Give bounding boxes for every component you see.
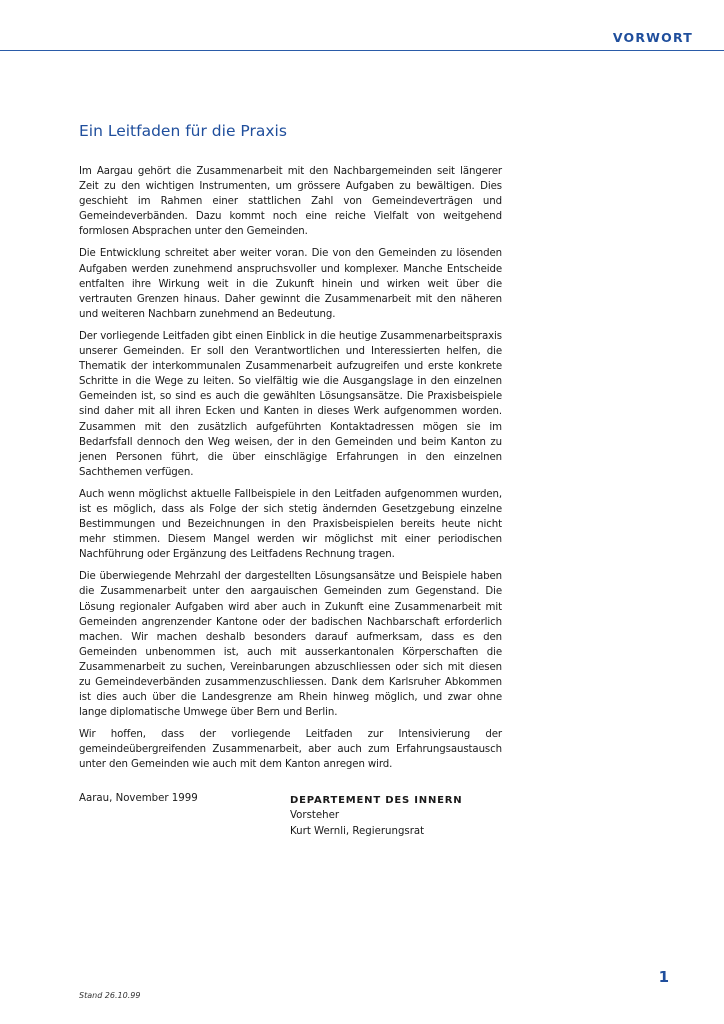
paragraph: Im Aargau gehört die Zusammenarbeit mit den Nachbargemeinden seit längerer Zeit zu den wichtigen Instrumenten, um grössere Aufgaben zu bewältigen. Dies geschieht im Rahmen einer stattlichen Zahl von Gemeindeverträgen und Gemeindeverbänden. Dazu kommt noch eine reiche Vielfalt von weitgehend formlosen Absprachen unter den Gemeinden.: [79, 166, 502, 238]
body-text: [79, 164, 502, 780]
footer-stand-date: Stand 26.10.99: [79, 991, 141, 1000]
paragraph: Der vorliegende Leitfaden gibt einen Einblick in die heutige Zusammenarbeitspraxis unserer Gemeinden. Er soll den Verantwortlichen und Interessierten helfen, die Thematik der interkommunalen Zusammenarbeit aufzugreifen und erste konkrete Schritte in die Wege zu leiten. So vielfältig wie die Ausgangslage in den einzelnen Gemeinden ist, so sind es auch die gewählten Lösungsansätze. Die Praxisbeispiele sind daher mit all ihren Ecken und Kanten in dieses Werk aufgenommen worden. Zusammen mit den zusätzlich aufgeführten Kontaktadressen mögen sie im Bedarfsfall dennoch den Weg weisen, der in den Gemeinden und beim Kanton zu jenen Personen führt, die über einschlägige Erfahrungen in den einzelnen Sachthemen verfügen.: [79, 330, 502, 478]
department-name: DEPARTEMENT DES INNERN: [290, 795, 463, 806]
place-date: Aarau, November 1999: [79, 793, 198, 804]
paragraph: Auch wenn möglichst aktuelle Fallbeispiele in den Leitfaden aufgenommen wurden, ist es möglich, dass als Folge der sich stetig ändernden Gesetzgebung einzelne Bestimmungen und Bezeichnungen in den Praxisbeispielen bereits heute nicht mehr stimmen. Diesem Mangel werden wir möglichst mit einer periodischen Nachführung oder Ergänzung des Leitfadens Rechnung tragen.: [79, 488, 502, 561]
signatory-name: Kurt Wernli, Regierungsrat: [290, 825, 425, 837]
section-label: VORWORT: [612, 30, 693, 45]
paragraph: Die überwiegende Mehrzahl der dargestellten Lösungsansätze und Beispiele haben die Zusammenarbeit unter den aargauischen Gemeinden zum Gegenstand. Die Lösung regionaler Aufgaben wird aber auch in Zukunft eine Zusammenarbeit mit Gemeinden angrenzender Kantone oder der badischen Nachbarschaft erforderlich machen. Wir machen deshalb besonders darauf aufmerksam, dass es den Gemeinden unbenommen ist, auch mit ausserkantonalen Körperschaften die Zusammenarbeit zu suchen, Vereinbarungen abzuschliessen oder sich mit diesen zu Gemeindeverbänden zusammenzuschliessen. Dank dem Karlsruher Abkommen ist dies auch über die Landesgrenze am Rhein hinweg möglich, und zwar ohne lange diplomatische Umwege über Bern und Berlin.: [79, 571, 502, 719]
header-rule: [0, 50, 724, 51]
paragraph: Wir hoffen, dass der vorliegende Leitfaden zur Intensivierung der gemeindeübergreifenden Zusammenarbeit, aber auch zum Erfahrungsaustausch unter den Gemeinden wie auch mit dem Kanton anregen wird.: [79, 729, 502, 771]
page-title: Ein Leitfaden für die Praxis: [79, 122, 287, 140]
signature-block: [290, 793, 462, 839]
signatory-role: Vorsteher: [290, 810, 340, 821]
page-number: 1: [658, 968, 669, 986]
paragraph: Die Entwicklung schreitet aber weiter voran. Die von den Gemeinden zu lösenden Aufgaben werden zunehmend anspruchsvoller und komplexer. Manche Entscheide entfalten ihre Wirkung weit in die Zukunft hinein und wirken weit über die vertrauten Grenzen hinaus. Daher gewinnt die Zusammenarbeit mit den näheren und weiteren Nachbarn zunehmend an Bedeutung.: [79, 248, 502, 320]
